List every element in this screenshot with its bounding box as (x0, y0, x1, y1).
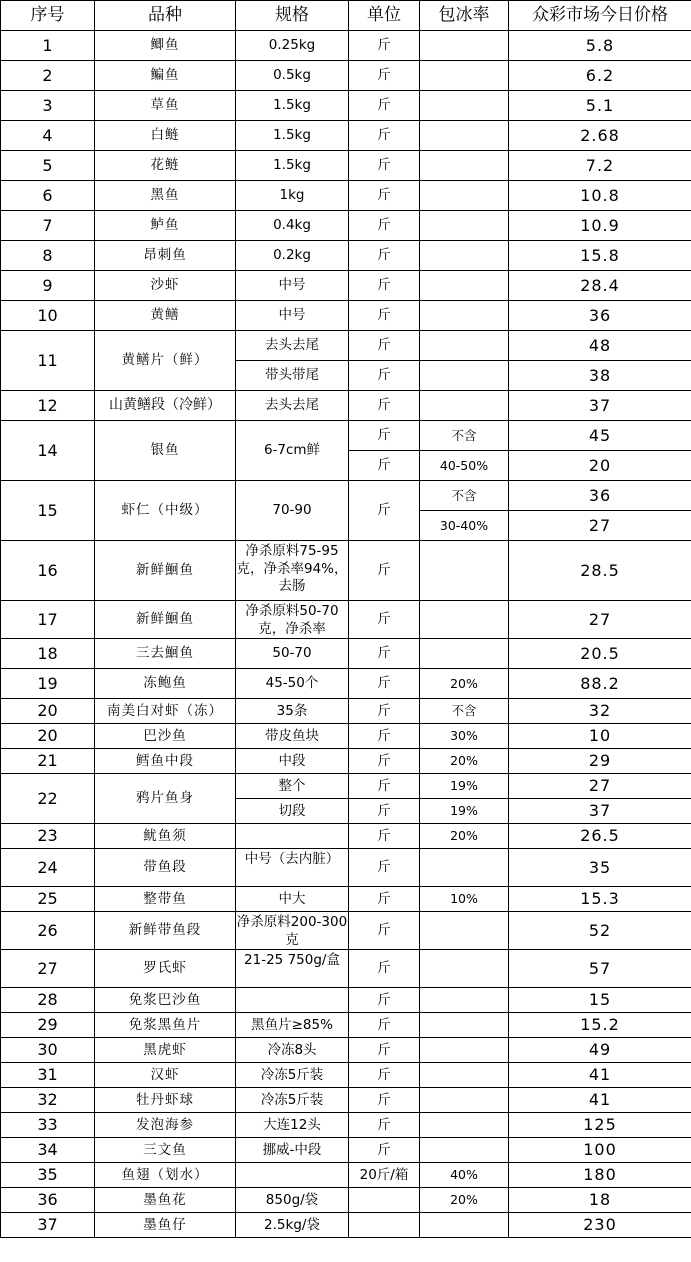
ice-rate (420, 1113, 509, 1138)
item-name: 带鱼段 (95, 849, 236, 887)
item-price: 7.2 (509, 151, 691, 181)
item-price: 20.5 (509, 639, 691, 669)
item-spec: 中号（去内脏） (236, 849, 349, 887)
item-spec: 6-7cm鲜 (236, 421, 349, 481)
row-number: 35 (1, 1163, 95, 1188)
ice-rate (420, 181, 509, 211)
item-unit: 斤 (349, 1038, 420, 1063)
row-number: 11 (1, 331, 95, 391)
ice-rate (420, 541, 509, 601)
item-name: 南美白对虾（冻） (95, 699, 236, 724)
ice-rate (420, 1138, 509, 1163)
table-row (1, 887, 691, 912)
row-number: 28 (1, 988, 95, 1013)
table-row (1, 301, 691, 331)
table-row (1, 824, 691, 849)
item-price: 32 (509, 699, 691, 724)
table-row (1, 421, 691, 451)
row-number: 3 (1, 91, 95, 121)
item-price: 10.8 (509, 181, 691, 211)
item-price: 27 (509, 511, 691, 541)
item-name: 鸦片鱼身 (95, 774, 236, 824)
table-row (1, 61, 691, 91)
row-number: 37 (1, 1213, 95, 1238)
column-header: 品种 (95, 1, 236, 31)
item-price: 36 (509, 301, 691, 331)
item-spec: 净杀原料75-95克，净杀率94%，去肠 (236, 541, 349, 601)
item-name: 新鲜鮰鱼 (95, 601, 236, 639)
ice-rate (420, 121, 509, 151)
item-spec (236, 988, 349, 1013)
item-name: 鲈鱼 (95, 211, 236, 241)
table-row (1, 669, 691, 699)
item-unit: 斤 (349, 774, 420, 799)
row-number: 5 (1, 151, 95, 181)
item-spec: 45-50个 (236, 669, 349, 699)
item-spec: 去头去尾 (236, 331, 349, 361)
item-unit: 斤 (349, 639, 420, 669)
item-price: 15.2 (509, 1013, 691, 1038)
item-unit: 斤 (349, 31, 420, 61)
item-unit: 斤 (349, 451, 420, 481)
ice-rate: 20% (420, 749, 509, 774)
item-price: 125 (509, 1113, 691, 1138)
table-row (1, 724, 691, 749)
row-number: 10 (1, 301, 95, 331)
item-unit: 斤 (349, 91, 420, 121)
item-unit: 斤 (349, 887, 420, 912)
ice-rate: 30-40% (420, 511, 509, 541)
item-price: 88.2 (509, 669, 691, 699)
ice-rate (420, 361, 509, 391)
item-name: 墨鱼花 (95, 1188, 236, 1213)
item-unit: 斤 (349, 1138, 420, 1163)
table-row (1, 91, 691, 121)
table-row (1, 151, 691, 181)
item-price: 5.8 (509, 31, 691, 61)
ice-rate (420, 639, 509, 669)
item-unit: 斤 (349, 799, 420, 824)
item-spec: 大连12头 (236, 1113, 349, 1138)
item-name: 白鲢 (95, 121, 236, 151)
item-spec: 中号 (236, 301, 349, 331)
item-unit: 斤 (349, 1113, 420, 1138)
item-price: 27 (509, 601, 691, 639)
item-name: 沙虾 (95, 271, 236, 301)
item-unit: 斤 (349, 181, 420, 211)
item-unit: 斤 (349, 1013, 420, 1038)
column-header: 规格 (236, 1, 349, 31)
item-price: 27 (509, 774, 691, 799)
table-row (1, 31, 691, 61)
item-spec: 70-90 (236, 481, 349, 541)
item-unit: 20斤/箱 (349, 1163, 420, 1188)
item-unit: 斤 (349, 699, 420, 724)
ice-rate (420, 1213, 509, 1238)
table-row (1, 1188, 691, 1213)
item-price: 15 (509, 988, 691, 1013)
ice-rate: 20% (420, 1188, 509, 1213)
item-price: 38 (509, 361, 691, 391)
item-unit: 斤 (349, 481, 420, 541)
item-name: 鳊鱼 (95, 61, 236, 91)
item-name: 汉虾 (95, 1063, 236, 1088)
item-price: 41 (509, 1088, 691, 1113)
column-header: 单位 (349, 1, 420, 31)
item-unit: 斤 (349, 749, 420, 774)
row-number: 21 (1, 749, 95, 774)
item-price: 48 (509, 331, 691, 361)
item-name: 花鲢 (95, 151, 236, 181)
row-number: 8 (1, 241, 95, 271)
item-unit: 斤 (349, 912, 420, 950)
item-price: 36 (509, 481, 691, 511)
ice-rate: 20% (420, 824, 509, 849)
item-name: 牡丹虾球 (95, 1088, 236, 1113)
item-unit: 斤 (349, 988, 420, 1013)
table-row (1, 601, 691, 639)
item-name: 新鲜鮰鱼 (95, 541, 236, 601)
item-spec: 净杀原料200-300克 (236, 912, 349, 950)
item-spec: 0.4kg (236, 211, 349, 241)
row-number: 16 (1, 541, 95, 601)
item-spec: 带皮鱼块 (236, 724, 349, 749)
ice-rate: 40-50% (420, 451, 509, 481)
item-unit: 斤 (349, 361, 420, 391)
item-name: 山黄鳝段（冷鲜） (95, 391, 236, 421)
row-number: 12 (1, 391, 95, 421)
ice-rate (420, 331, 509, 361)
row-number: 29 (1, 1013, 95, 1038)
item-price: 15.3 (509, 887, 691, 912)
ice-rate: 40% (420, 1163, 509, 1188)
item-price: 57 (509, 950, 691, 988)
table-row (1, 1213, 691, 1238)
ice-rate (420, 91, 509, 121)
item-name: 昂刺鱼 (95, 241, 236, 271)
row-number: 9 (1, 271, 95, 301)
column-header: 序号 (1, 1, 95, 31)
item-spec: 0.5kg (236, 61, 349, 91)
table-row (1, 1138, 691, 1163)
table-row (1, 181, 691, 211)
table-row (1, 988, 691, 1013)
ice-rate: 不含 (420, 421, 509, 451)
table-row (1, 211, 691, 241)
ice-rate (420, 1013, 509, 1038)
row-number: 1 (1, 31, 95, 61)
table-row (1, 391, 691, 421)
item-name: 免浆黑鱼片 (95, 1013, 236, 1038)
item-name: 冻鲍鱼 (95, 669, 236, 699)
row-number: 30 (1, 1038, 95, 1063)
ice-rate (420, 151, 509, 181)
item-name: 罗氏虾 (95, 950, 236, 988)
item-price: 15.8 (509, 241, 691, 271)
item-unit: 斤 (349, 1088, 420, 1113)
ice-rate (420, 912, 509, 950)
row-number: 7 (1, 211, 95, 241)
item-name: 草鱼 (95, 91, 236, 121)
item-spec (236, 824, 349, 849)
table-row (1, 912, 691, 950)
item-spec: 1.5kg (236, 151, 349, 181)
item-spec: 中大 (236, 887, 349, 912)
row-number: 23 (1, 824, 95, 849)
table-row (1, 1113, 691, 1138)
item-unit: 斤 (349, 421, 420, 451)
item-spec: 0.25kg (236, 31, 349, 61)
item-spec: 35条 (236, 699, 349, 724)
row-number: 25 (1, 887, 95, 912)
item-name: 鲫鱼 (95, 31, 236, 61)
item-unit: 斤 (349, 669, 420, 699)
row-number: 36 (1, 1188, 95, 1213)
ice-rate (420, 849, 509, 887)
row-number: 31 (1, 1063, 95, 1088)
row-number: 15 (1, 481, 95, 541)
table-row (1, 1063, 691, 1088)
item-spec: 冷冻5斤装 (236, 1063, 349, 1088)
ice-rate (420, 301, 509, 331)
item-unit: 斤 (349, 301, 420, 331)
ice-rate: 不含 (420, 699, 509, 724)
item-price: 100 (509, 1138, 691, 1163)
item-name: 鱿鱼须 (95, 824, 236, 849)
item-spec: 850g/袋 (236, 1188, 349, 1213)
table-row (1, 121, 691, 151)
item-spec: 挪威-中段 (236, 1138, 349, 1163)
table-row (1, 481, 691, 511)
item-price: 29 (509, 749, 691, 774)
item-price: 28.5 (509, 541, 691, 601)
ice-rate (420, 601, 509, 639)
item-unit: 斤 (349, 950, 420, 988)
item-unit: 斤 (349, 541, 420, 601)
column-header: 包冰率 (420, 1, 509, 31)
item-price: 49 (509, 1038, 691, 1063)
item-spec: 中号 (236, 271, 349, 301)
item-unit: 斤 (349, 121, 420, 151)
table-row (1, 699, 691, 724)
item-name: 虾仁（中级） (95, 481, 236, 541)
item-unit: 斤 (349, 1063, 420, 1088)
item-name: 墨鱼仔 (95, 1213, 236, 1238)
item-price: 230 (509, 1213, 691, 1238)
row-number: 32 (1, 1088, 95, 1113)
item-name: 鳕鱼中段 (95, 749, 236, 774)
item-name: 整带鱼 (95, 887, 236, 912)
item-name: 三去鮰鱼 (95, 639, 236, 669)
item-unit: 斤 (349, 241, 420, 271)
item-unit: 斤 (349, 61, 420, 91)
item-spec: 整个 (236, 774, 349, 799)
row-number: 33 (1, 1113, 95, 1138)
item-price: 18 (509, 1188, 691, 1213)
item-unit: 斤 (349, 211, 420, 241)
row-number: 4 (1, 121, 95, 151)
item-price: 28.4 (509, 271, 691, 301)
item-price: 10.9 (509, 211, 691, 241)
item-price: 5.1 (509, 91, 691, 121)
row-number: 34 (1, 1138, 95, 1163)
item-unit: 斤 (349, 331, 420, 361)
item-spec: 去头去尾 (236, 391, 349, 421)
ice-rate (420, 211, 509, 241)
ice-rate: 10% (420, 887, 509, 912)
item-spec: 0.2kg (236, 241, 349, 271)
ice-rate (420, 1038, 509, 1063)
row-number: 27 (1, 950, 95, 988)
item-unit: 斤 (349, 391, 420, 421)
row-number: 6 (1, 181, 95, 211)
ice-rate (420, 241, 509, 271)
column-header: 众彩市场今日价格 (509, 1, 691, 31)
item-name: 黄鳝片（鲜） (95, 331, 236, 391)
item-name: 银鱼 (95, 421, 236, 481)
item-name: 黄鳝 (95, 301, 236, 331)
item-name: 新鲜带鱼段 (95, 912, 236, 950)
table-row (1, 749, 691, 774)
item-spec: 1.5kg (236, 91, 349, 121)
item-price: 26.5 (509, 824, 691, 849)
ice-rate (420, 31, 509, 61)
item-spec: 1kg (236, 181, 349, 211)
table-row (1, 950, 691, 988)
item-unit: 斤 (349, 151, 420, 181)
item-spec: 中段 (236, 749, 349, 774)
ice-rate (420, 61, 509, 91)
ice-rate: 19% (420, 774, 509, 799)
item-name: 三文鱼 (95, 1138, 236, 1163)
ice-rate: 30% (420, 724, 509, 749)
item-unit: 斤 (349, 724, 420, 749)
row-number: 14 (1, 421, 95, 481)
row-number: 26 (1, 912, 95, 950)
item-name: 免浆巴沙鱼 (95, 988, 236, 1013)
table-header-row (1, 1, 691, 31)
row-number: 19 (1, 669, 95, 699)
ice-rate: 不含 (420, 481, 509, 511)
item-price: 52 (509, 912, 691, 950)
row-number: 2 (1, 61, 95, 91)
item-unit: 斤 (349, 601, 420, 639)
row-number: 20 (1, 699, 95, 724)
item-spec: 净杀原料50-70克，净杀率 (236, 601, 349, 639)
item-price: 180 (509, 1163, 691, 1188)
ice-rate: 20% (420, 669, 509, 699)
ice-rate: 19% (420, 799, 509, 824)
ice-rate (420, 391, 509, 421)
row-number: 18 (1, 639, 95, 669)
item-price: 37 (509, 799, 691, 824)
table-row (1, 849, 691, 887)
item-name: 黑鱼 (95, 181, 236, 211)
ice-rate (420, 950, 509, 988)
item-spec: 冷冻5斤装 (236, 1088, 349, 1113)
item-price: 35 (509, 849, 691, 887)
item-name: 发泡海参 (95, 1113, 236, 1138)
item-price: 41 (509, 1063, 691, 1088)
item-unit: 斤 (349, 849, 420, 887)
item-price: 10 (509, 724, 691, 749)
table-row (1, 1013, 691, 1038)
item-price: 6.2 (509, 61, 691, 91)
item-name: 巴沙鱼 (95, 724, 236, 749)
table-row (1, 1088, 691, 1113)
table-row (1, 241, 691, 271)
row-number: 20 (1, 724, 95, 749)
item-spec: 冷冻8头 (236, 1038, 349, 1063)
row-number: 22 (1, 774, 95, 824)
item-unit (349, 1213, 420, 1238)
table-row (1, 639, 691, 669)
item-unit: 斤 (349, 271, 420, 301)
item-spec: 1.5kg (236, 121, 349, 151)
table-row (1, 541, 691, 601)
item-price: 37 (509, 391, 691, 421)
item-spec: 21-25 750g/盒 (236, 950, 349, 988)
item-spec: 2.5kg/袋 (236, 1213, 349, 1238)
table-row (1, 331, 691, 361)
ice-rate (420, 1088, 509, 1113)
ice-rate (420, 988, 509, 1013)
item-price: 45 (509, 421, 691, 451)
item-spec: 50-70 (236, 639, 349, 669)
item-spec: 黑鱼片≥85% (236, 1013, 349, 1038)
item-name: 鱼翅（划水） (95, 1163, 236, 1188)
item-price: 20 (509, 451, 691, 481)
item-spec: 带头带尾 (236, 361, 349, 391)
table-row (1, 1163, 691, 1188)
item-spec (236, 1163, 349, 1188)
item-unit: 斤 (349, 824, 420, 849)
item-spec: 切段 (236, 799, 349, 824)
table-row (1, 271, 691, 301)
row-number: 24 (1, 849, 95, 887)
table-row (1, 774, 691, 799)
table-row (1, 1038, 691, 1063)
item-name: 黑虎虾 (95, 1038, 236, 1063)
item-price: 2.68 (509, 121, 691, 151)
row-number: 17 (1, 601, 95, 639)
ice-rate (420, 271, 509, 301)
item-unit (349, 1188, 420, 1213)
ice-rate (420, 1063, 509, 1088)
